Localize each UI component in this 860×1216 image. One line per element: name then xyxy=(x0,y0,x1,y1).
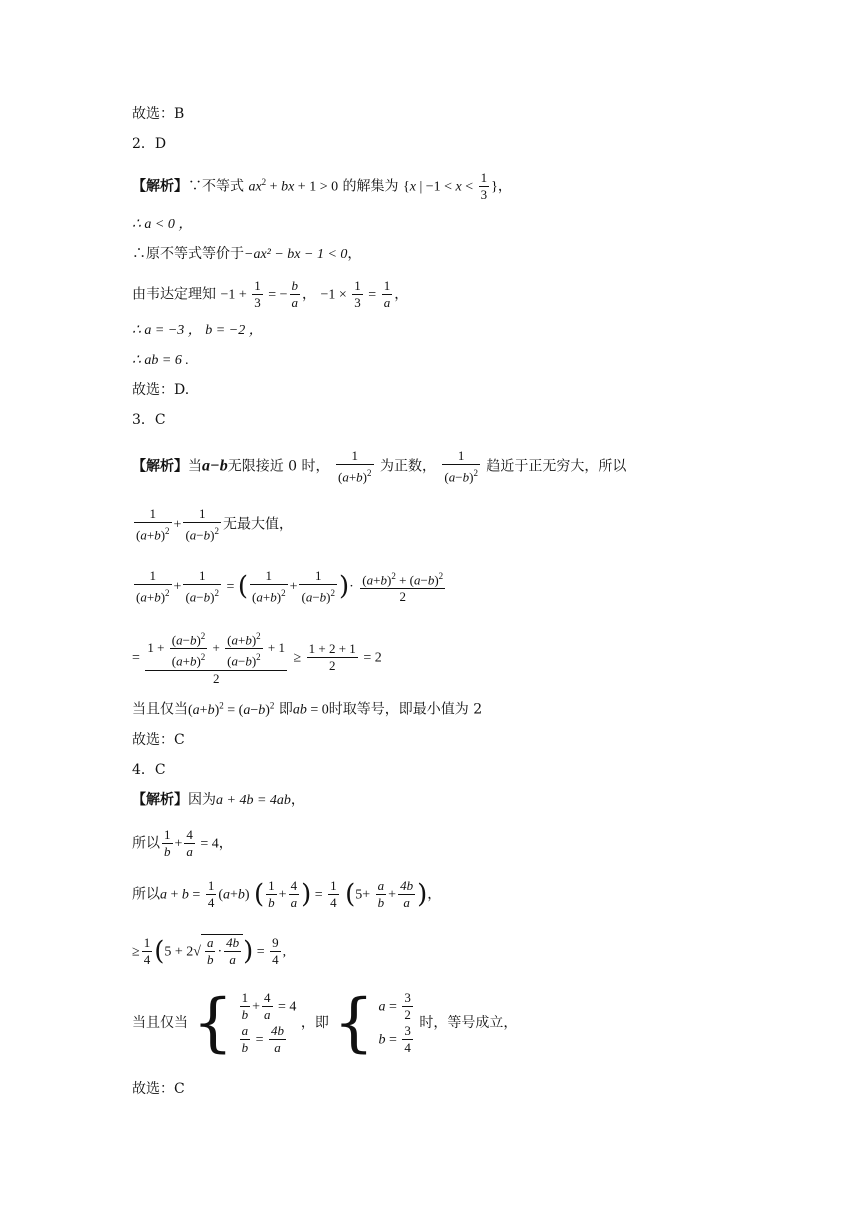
q3-equation-line-1: $\frac{1}{(a+b)^2}$ + $\frac{1}{(a-b)^2}$ = ( $\frac{1}{(a+b)^2}$ + $\frac{1}{(a-b)^2}$ )· $\frac{(a+b)^2 + (a-b)^2}{2}$ xyxy=(136,568,444,605)
q3-solution-line-2: $\frac{1}{(a+b)^2}$ + $\frac{1}{(a-b)^2}$ 无最大值， xyxy=(136,506,293,543)
answer-line-3: 故选：C xyxy=(132,732,185,748)
answer-line-4: 故选：C xyxy=(132,1081,185,1097)
q2-vieta-line: 由韦达定理知 −1 + $\frac{1}{3}$ = − $\frac{b}{a}$ ， −1 × $\frac{1}{3}$ = $\frac{1}{a}$ ， xyxy=(132,278,409,310)
q4-solution-line-4: ≥ $\frac{1}{4}$ (5 + 2√ $\frac{a}{b}$ · $\frac{4b}{a}$ ) = $\frac{9}{4}$ , xyxy=(132,935,287,967)
q3-equation-line-2: = 1 + $\frac{(a-b)^2}{(a+b)^2}$ + $\frac{(a+b)^2}{(a-b)^2}$ + 1 2 ≥ $\frac{1 + 2 + 1}{2}$ = 2 xyxy=(132,628,382,687)
answer-line-2: 故选：D. xyxy=(132,382,190,398)
q3-equality-line: 当且仅当$(a+b)^2 = (a-b)^2$ 即ab = 0时取等号，即最小值为 2 xyxy=(132,700,483,718)
q2-solution-line-6: ∴ ab = 6 . xyxy=(132,353,189,368)
q4-equality-line: 当且仅当 { $\frac{1}{b}$ + $\frac{4}{a}$ = 4 $\frac{a}{b}$ = $\frac{4b}{a}$ ，即 { a = $\frac{3}{2}$ b = $\frac{3}{4}$ 时，等号成立， xyxy=(132,986,518,1060)
q2-solution-line-3: ∴原不等式等价于−ax² − bx − 1 < 0， xyxy=(132,246,362,262)
answer-line-1: 故选：B xyxy=(132,106,185,122)
q2-solution-line-1: 【解析】∵不等式 $ax^2$ + bx + 1 > 0 的解集为 {x | −1 < x < $\frac{1}{3}$ }， xyxy=(132,170,512,202)
q3-solution-line-1: 【解析】当a−b无限接近 0 时， $\frac{1}{(a+b)^2}$ 为正数， $\frac{1}{(a-b)^2}$ 趋近于正无穷大，所以 xyxy=(132,448,627,485)
question-4-header: 4．C xyxy=(132,762,166,778)
q4-solution-line-2: 所以 $\frac{1}{b}$ + $\frac{4}{a}$ = 4， xyxy=(132,827,233,859)
question-3-header: 3．C xyxy=(132,412,166,428)
question-2-header: 2．D xyxy=(132,136,167,152)
q2-solution-line-5: ∴ a = −3 ， b = −2 ， xyxy=(132,323,263,338)
q4-solution-line-1: 【解析】因为a + 4b = 4ab， xyxy=(132,792,305,808)
q4-solution-line-3: 所以a + b = $\frac{1}{4}$ (a+b) ( $\frac{1}{b}$ + $\frac{4}{a}$ ) = $\frac{1}{4}$ (5+ $\frac{a}{b}$ + $\frac{4b}{a}$ )， xyxy=(132,878,442,910)
q2-solution-line-2: ∴ a < 0 ， xyxy=(132,217,193,232)
